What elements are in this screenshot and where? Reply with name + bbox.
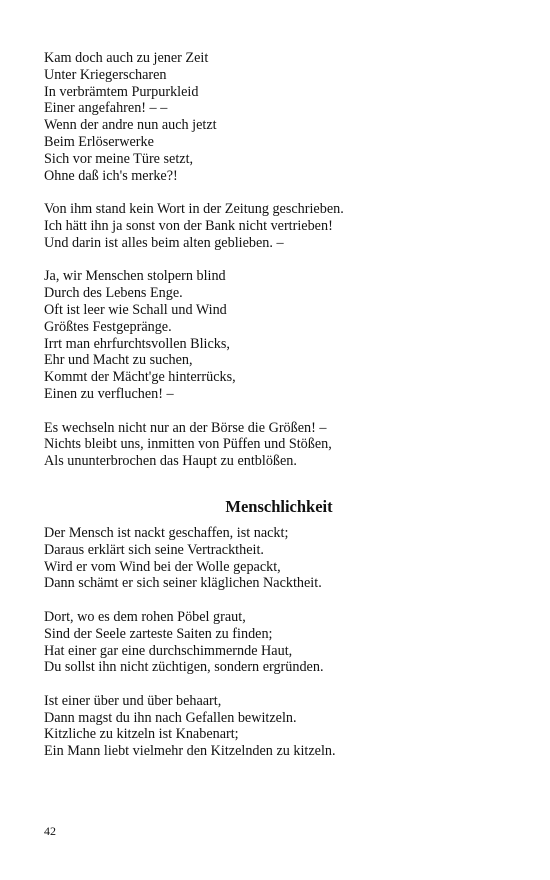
poem-line: Als ununterbrochen das Haupt zu entblößen. (44, 453, 297, 470)
poem-line: Kommt der Mächt'ge hinterrücks, (44, 369, 236, 386)
poem-line: Hat einer gar eine durchschimmernde Haut, (44, 642, 293, 659)
poem-line: Ich hätt ihn ja sonst von der Bank nicht vertrieben! (44, 217, 333, 234)
stanza-4 (44, 420, 514, 470)
poem-line: Beim Erlöserwerke (44, 133, 154, 150)
stanza-1 (44, 50, 514, 184)
poem-line: Ein Mann liebt vielmehr den Kitzelnden zu kitzeln. (44, 743, 336, 760)
poem-line: Einer angefahren! – – (44, 100, 168, 117)
poem-line: Wenn der andre nun auch jetzt (44, 117, 217, 134)
stanza-5 (44, 525, 514, 592)
poem-line: Kam doch auch zu jener Zeit (44, 50, 209, 66)
poem-line: Einen zu verfluchen! – (44, 385, 174, 402)
poem-line: Von ihm stand kein Wort in der Zeitung geschrieben. (44, 201, 344, 218)
stanza-6 (44, 609, 514, 676)
poem-line: Dann magst du ihn nach Gefallen bewitzeln. (44, 709, 297, 726)
stanza-2 (44, 201, 514, 251)
poem-line: Durch des Lebens Enge. (44, 285, 183, 302)
poem-line: Nichts bleibt uns, inmitten von Püffen und Stößen, (44, 436, 332, 453)
poem-line: Unter Kriegerscharen (44, 66, 167, 83)
poem-line: In verbrämtem Purpurkleid (44, 83, 199, 100)
poem-line: Sich vor meine Türe setzt, (44, 150, 194, 167)
poem-line: Und darin ist alles beim alten geblieben. – (44, 234, 284, 251)
poem-line: Ist einer über und über behaart, (44, 692, 222, 709)
poem-line: Der Mensch ist nackt geschaffen, ist nackt; (44, 524, 289, 541)
poem-line: Es wechseln nicht nur an der Börse die Größen! – (44, 419, 327, 436)
poem-line: Sind der Seele zarteste Saiten zu finden; (44, 625, 273, 642)
poem-line: Oft ist leer wie Schall und Wind (44, 301, 227, 318)
poem-line: Dort, wo es dem rohen Pöbel graut, (44, 608, 246, 625)
poem-line: Du sollst ihn nicht züchtigen, sondern ergründen. (44, 659, 324, 676)
poem-line: Größtes Festgepränge. (44, 318, 172, 335)
poem-line: Ohne daß ich's merke?! (44, 167, 178, 184)
stanza-3 (44, 268, 514, 402)
poem-line: Ehr und Macht zu suchen, (44, 352, 193, 369)
poem-line: Ja, wir Menschen stolpern blind (44, 268, 226, 285)
poem-line: Wird er vom Wind bei der Wolle gepackt, (44, 558, 281, 575)
poem-line: Dann schämt er sich seiner kläglichen Nacktheit. (44, 575, 322, 592)
page-number: 42 (44, 824, 56, 838)
stanza-7 (44, 693, 514, 760)
section-title: Menschlichkeit (225, 496, 333, 516)
page-body (44, 50, 514, 777)
poem-line: Daraus erklärt sich seine Vertracktheit. (44, 541, 264, 558)
poem-line: Irrt man ehrfurchtsvollen Blicks, (44, 335, 230, 352)
poem-line: Kitzliche zu kitzeln ist Knabenart; (44, 726, 239, 743)
